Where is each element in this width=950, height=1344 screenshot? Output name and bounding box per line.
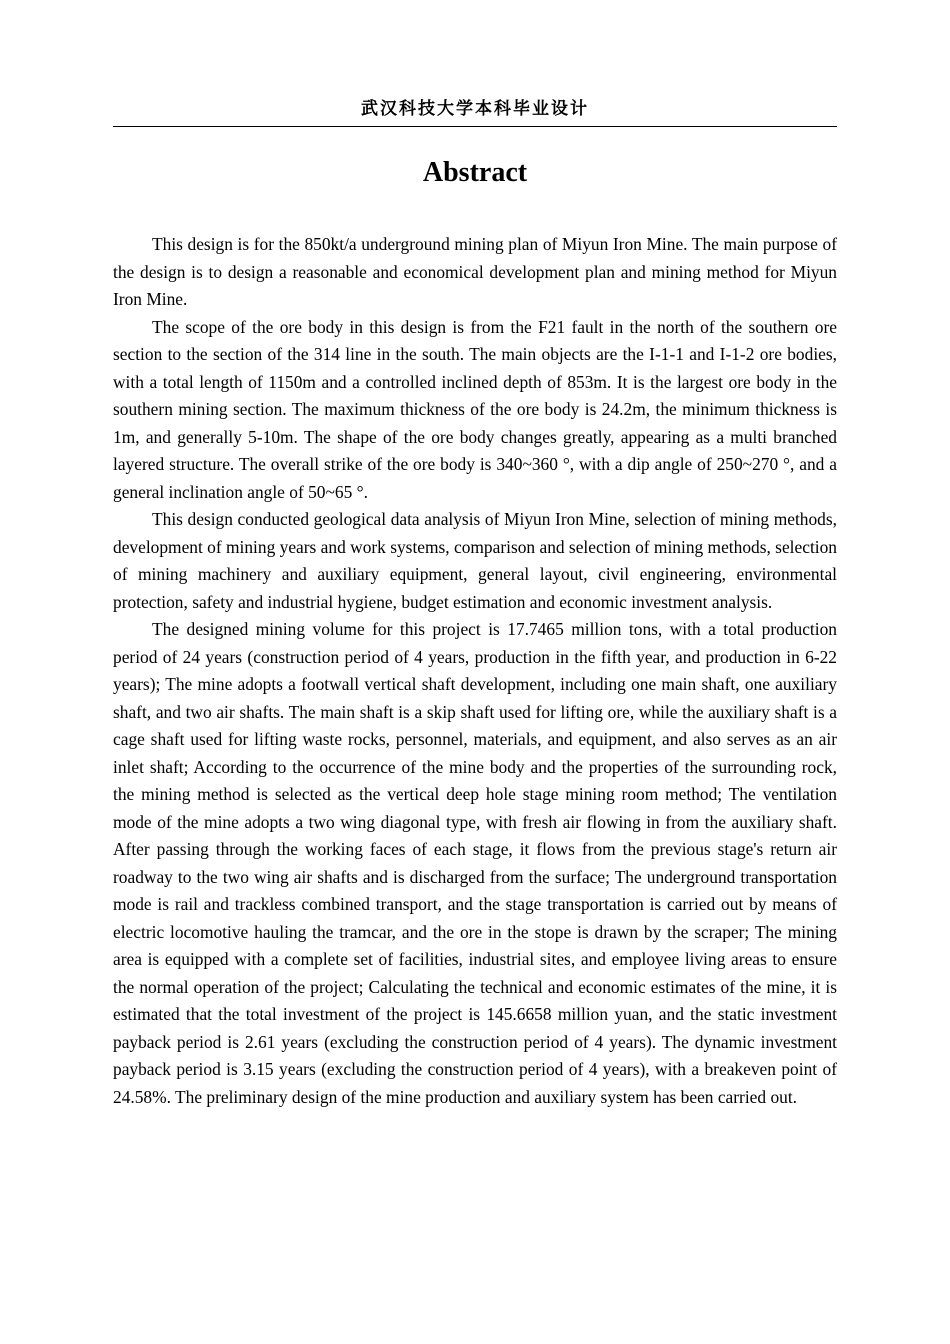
abstract-body [113, 231, 837, 1111]
header-divider [113, 126, 837, 127]
abstract-paragraph-1: This design is for the 850kt/a underground mining plan of Miyun Iron Mine. The main purpose of the design is to design a reasonable and economical development plan and mining method for Miyun Iron Mine. [113, 234, 837, 309]
abstract-paragraph-2: The scope of the ore body in this design is from the F21 fault in the north of the southern ore section to the section of the 314 line in the south. The main objects are the I-1-1 and I-1-2 ore bodies, with a total length of 1150m and a controlled inclined depth of 853m. It is the largest ore body in the southern mining section. The maximum thickness of the ore body is 24.2m, the minimum thickness is 1m, and generally 5-10m. The shape of the ore body changes greatly, appearing as a multi branched layered structure. The overall strike of the ore body is 340~360 °, with a dip angle of 250~270 °, and a general inclination angle of 50~65 °. [113, 316, 837, 502]
abstract-paragraph-3: This design conducted geological data analysis of Miyun Iron Mine, selection of mining methods, development of mining years and work systems, comparison and selection of mining methods, selection of mining machinery and auxiliary equipment, general layout, civil engineering, environmental protection, safety and industrial hygiene, budget estimation and economic investment analysis. [113, 509, 837, 612]
abstract-paragraph-4: The designed mining volume for this project is 17.7465 million tons, with a total production period of 24 years (construction period of 4 years, production in the fifth year, and production in 6-22 years); The mine adopts a footwall vertical shaft development, including one main shaft, one auxiliary shaft, and two air shafts. The main shaft is a skip shaft used for lifting ore, while the auxiliary shaft is a cage shaft used for lifting waste rocks, personnel, materials, and equipment, and also serves as an air inlet shaft; According to the occurrence of the mine body and the properties of the surrounding rock, the mining method is selected as the vertical deep hole stage mining room method; The ventilation mode of the mine adopts a two wing diagonal type, with fresh air flowing in from the auxiliary shaft. After passing through the working faces of each stage, it flows from the previous stage's return air roadway to the two wing air shafts and is discharged from the surface; The underground transportation mode is rail and trackless combined transport, and the stage transportation is carried out by means of electric locomotive hauling the tramcar, and the ore in the stope is drawn by the scraper; The mining area is equipped with a complete set of facilities, industrial sites, and employee living areas to ensure the normal operation of the project; Calculating the technical and economic estimates of the mine, it is estimated that the total investment of the project is 145.6658 million yuan, and the static investment payback period is 2.61 years (excluding the construction period of 4 years). The dynamic investment payback period is 3.15 years (excluding the construction period of 4 years), with a breakeven point of 24.58%. The preliminary design of the mine production and auxiliary system has been carried out. [113, 619, 837, 1107]
page-title: Abstract [422, 157, 528, 188]
running-header: 武汉科技大学本科毕业设计 [361, 99, 589, 119]
